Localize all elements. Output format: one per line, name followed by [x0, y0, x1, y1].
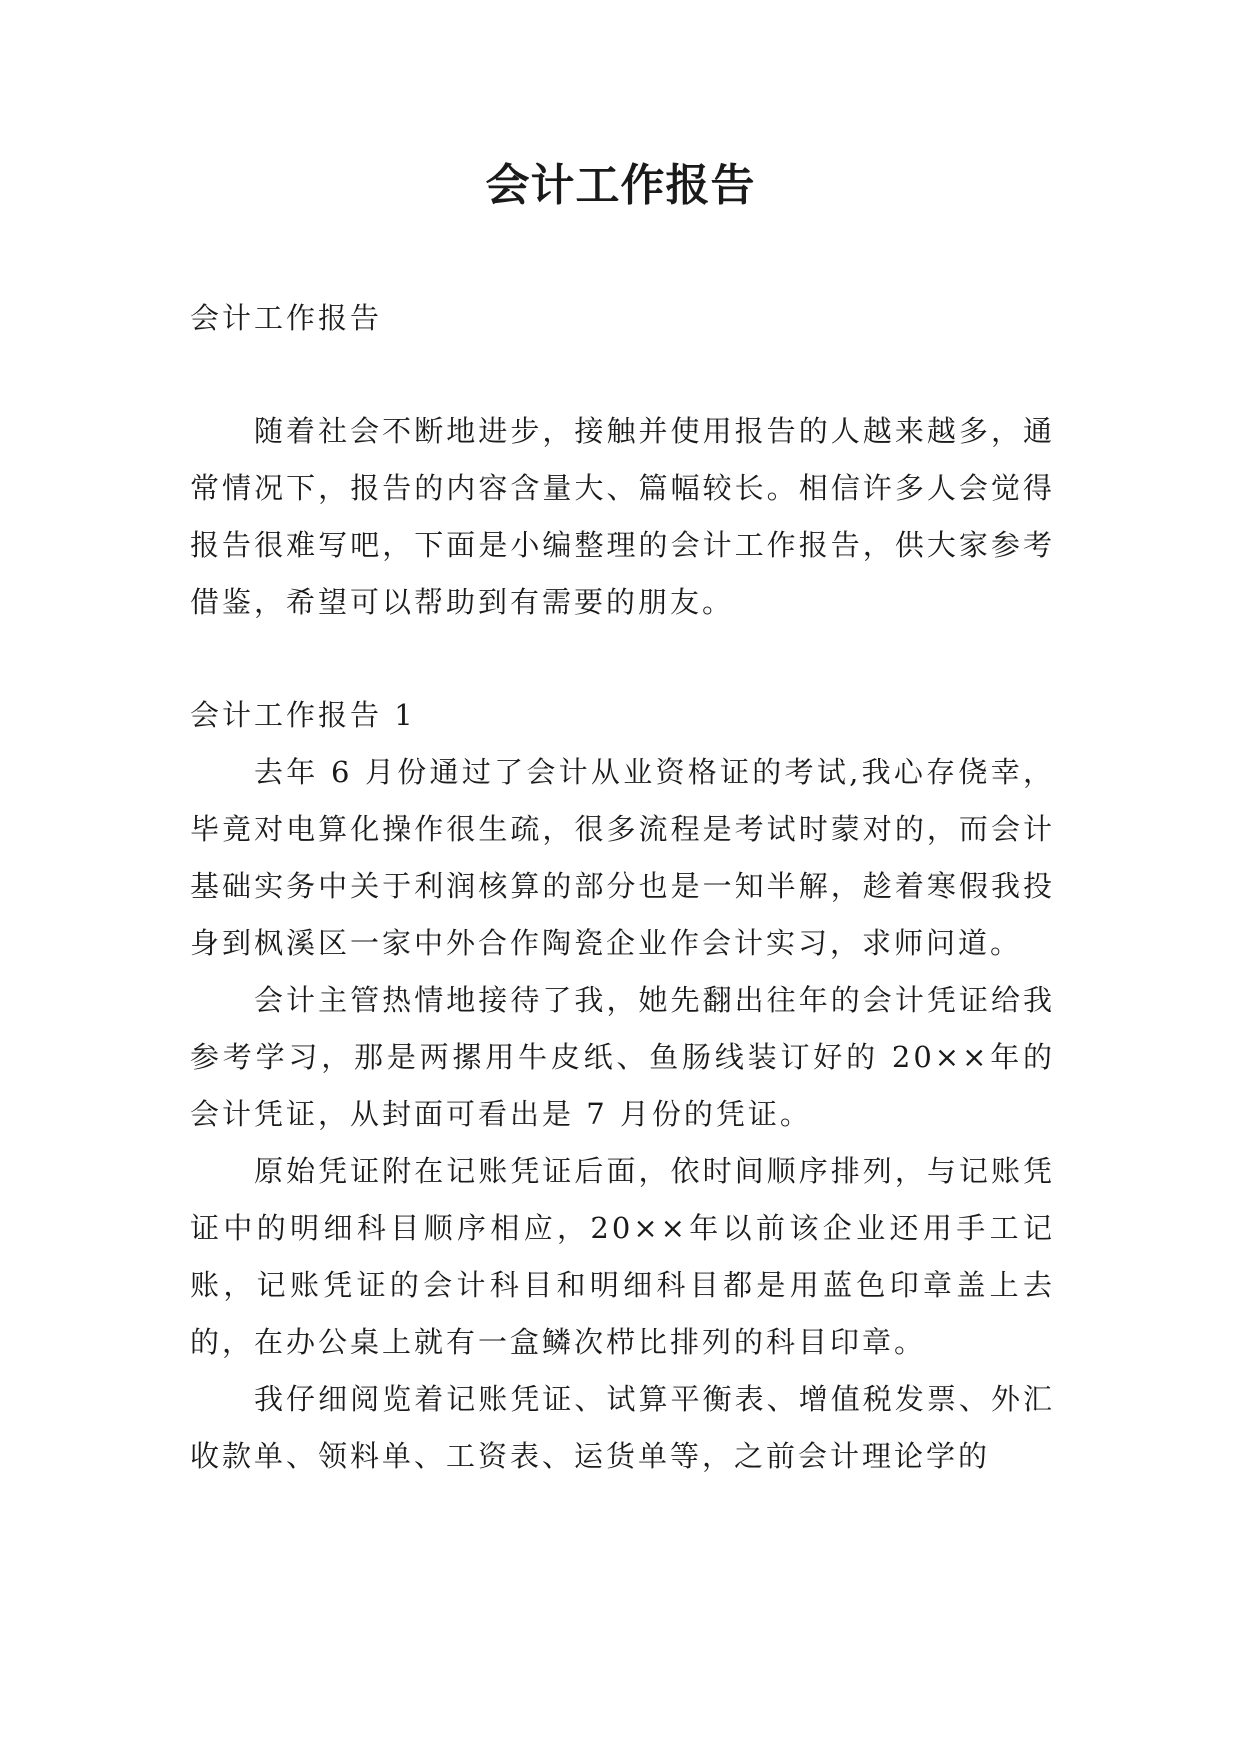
document-subtitle: 会计工作报告 — [190, 301, 383, 335]
document-body — [190, 290, 1055, 1485]
body-paragraph: 去年 6 月份通过了会计从业资格证的考试,我心存侥幸，毕竟对电算化操作很生疏，很多流程是考试时蒙对的，而会计基础实务中关于利润核算的部分也是一知半解，趁着寒假我投身到枫溪区一家中外合作陶瓷企业作会计实习，求师问道。 — [190, 755, 1055, 960]
intro-paragraph: 随着社会不断地进步，接触并使用报告的人越来越多，通常情况下，报告的内容含量大、篇幅较长。相信许多人会觉得报告很难写吧，下面是小编整理的会计工作报告，供大家参考借鉴，希望可以帮助到有需要的朋友。 — [190, 414, 1055, 619]
section-heading: 会计工作报告 1 — [190, 698, 416, 732]
body-paragraph: 我仔细阅览着记账凭证、试算平衡表、增值税发票、外汇收款单、领料单、工资表、运货单等，之前会计理论学的 — [190, 1382, 1055, 1473]
body-paragraph: 原始凭证附在记账凭证后面，依时间顺序排列，与记账凭证中的明细科目顺序相应，20××年以前该企业还用手工记账，记账凭证的会计科目和明细科目都是用蓝色印章盖上去的，在办公桌上就有一盒鳞次栉比排列的科目印章。 — [190, 1154, 1055, 1359]
body-paragraph: 会计主管热情地接待了我，她先翻出往年的会计凭证给我参考学习，那是两摞用牛皮纸、鱼肠线装订好的 20××年的会计凭证，从封面可看出是 7 月份的凭证。 — [190, 983, 1055, 1131]
document-title: 会计工作报告 — [485, 160, 756, 211]
